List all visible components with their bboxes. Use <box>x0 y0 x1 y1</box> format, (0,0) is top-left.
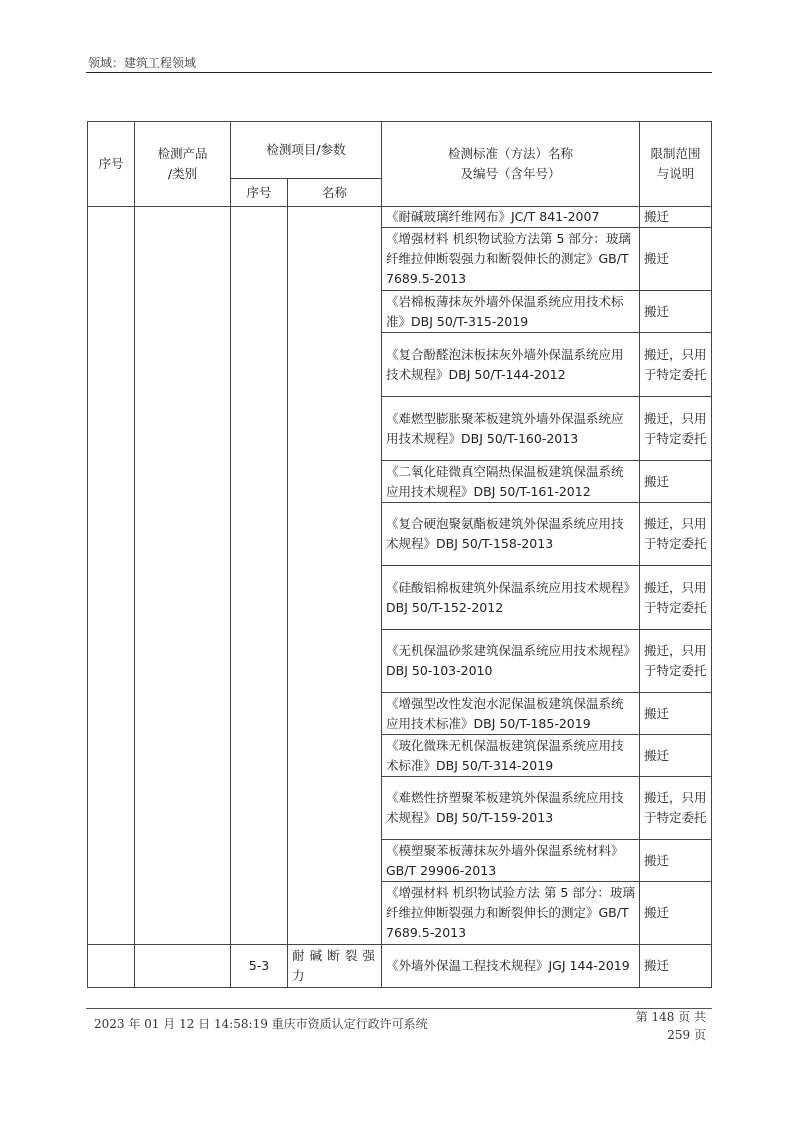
standard-cell: 《岩棉板薄抹灰外墙外保温系统应用技术标准》DBJ 50/T-315-2019 <box>382 291 640 333</box>
standard-cell: 《硅酸铝棉板建筑外保温系统应用技术规程》DBJ 50/T-152-2012 <box>382 566 640 630</box>
standard-cell: 《增强型改性发泡水泥保温板建筑保温系统应用技术标准》DBJ 50/T-185-2019 <box>382 693 640 735</box>
limit-cell: 搬迁 <box>640 735 712 777</box>
standard-cell: 《增强材料 机织物试验方法第 5 部分：玻璃纤维拉伸断裂强力和断裂伸长的测定》GB/T 7689.5-2013 <box>382 228 640 291</box>
header-divider <box>86 72 712 73</box>
col-header-product: 检测产品 /类别 <box>135 122 231 207</box>
footer-timestamp: 2023 年 01 月 12 日 14:58:19 重庆市资质认定行政许可系统 <box>94 1017 428 1031</box>
limit-cell: 搬迁 <box>640 461 712 503</box>
limit-cell: 搬迁 <box>640 207 712 228</box>
row-seq-cell <box>88 207 135 945</box>
standard-cell: 《二氧化硅微真空隔热保温板建筑保温系统应用技术规程》DBJ 50/T-161-2012 <box>382 461 640 503</box>
standards-table <box>87 121 712 988</box>
footer-page-info: 第 148 页 共 259 页 <box>635 1010 706 1042</box>
standard-cell: 《难燃型膨胀聚苯板建筑外墙外保温系统应用技术规程》DBJ 50/T-160-2013 <box>382 397 640 461</box>
row-item-name-cell <box>288 207 382 945</box>
standard-cell: 《难燃性挤塑聚苯板建筑外保温系统应用技术规程》DBJ 50/T-159-2013 <box>382 777 640 840</box>
row-product-cell <box>135 945 231 988</box>
standard-cell: 《模塑聚苯板薄抹灰外墙外保温系统材料》GB/T 29906-2013 <box>382 840 640 882</box>
col-header-item-seq: 序号 <box>231 179 288 207</box>
table-row-5-3 <box>88 945 712 988</box>
limit-cell: 搬迁，只用于特定委托 <box>640 503 712 566</box>
limit-cell: 搬迁 <box>640 840 712 882</box>
col-header-item-name: 名称 <box>288 179 382 207</box>
standard-cell: 《无机保温砂浆建筑保温系统应用技术规程》DBJ 50-103-2010 <box>382 630 640 693</box>
row-product-cell <box>135 207 231 945</box>
row-seq-cell <box>88 945 135 988</box>
limit-cell: 搬迁，只用于特定委托 <box>640 630 712 693</box>
table-row <box>88 207 712 228</box>
row-item-seq-cell <box>231 207 288 945</box>
col-header-standard: 检测标准（方法）名称 及编号（含年号） <box>382 122 640 207</box>
limit-cell: 搬迁，只用于特定委托 <box>640 777 712 840</box>
standard-cell: 《玻化微珠无机保温板建筑保温系统应用技术标准》DBJ 50/T-314-2019 <box>382 735 640 777</box>
col-header-limit: 限制范围 与说明 <box>640 122 712 207</box>
standard-cell: 《外墙外保温工程技术规程》JGJ 144-2019 <box>382 945 640 988</box>
item-seq-cell: 5-3 <box>231 945 288 988</box>
col-header-seq: 序号 <box>88 122 135 207</box>
limit-cell: 搬迁，只用于特定委托 <box>640 566 712 630</box>
header-domain-text: 领域：建筑工程领域 <box>88 56 197 70</box>
standard-cell: 《增强材料 机织物试验方法 第 5 部分：玻璃纤维拉伸断裂强力和断裂伸长的测定》GB/T 7689.5-2013 <box>382 882 640 945</box>
limit-cell: 搬迁 <box>640 291 712 333</box>
limit-cell: 搬迁 <box>640 693 712 735</box>
limit-cell: 搬迁，只用于特定委托 <box>640 397 712 461</box>
standard-cell: 《复合酚醛泡沫板抹灰外墙外保温系统应用技术规程》DBJ 50/T-144-2012 <box>382 333 640 397</box>
limit-cell: 搬迁，只用于特定委托 <box>640 333 712 397</box>
standard-cell: 《耐碱玻璃纤维网布》JC/T 841-2007 <box>382 207 640 228</box>
standard-cell: 《复合硬泡聚氨酯板建筑外保温系统应用技术规程》DBJ 50/T-158-2013 <box>382 503 640 566</box>
limit-cell: 搬迁 <box>640 228 712 291</box>
header-row <box>88 122 712 179</box>
limit-cell: 搬迁 <box>640 945 712 988</box>
item-name-cell: 耐碱断裂强力 <box>288 945 382 988</box>
limit-cell: 搬迁 <box>640 882 712 945</box>
col-header-item-param: 检测项目/参数 <box>231 122 382 179</box>
